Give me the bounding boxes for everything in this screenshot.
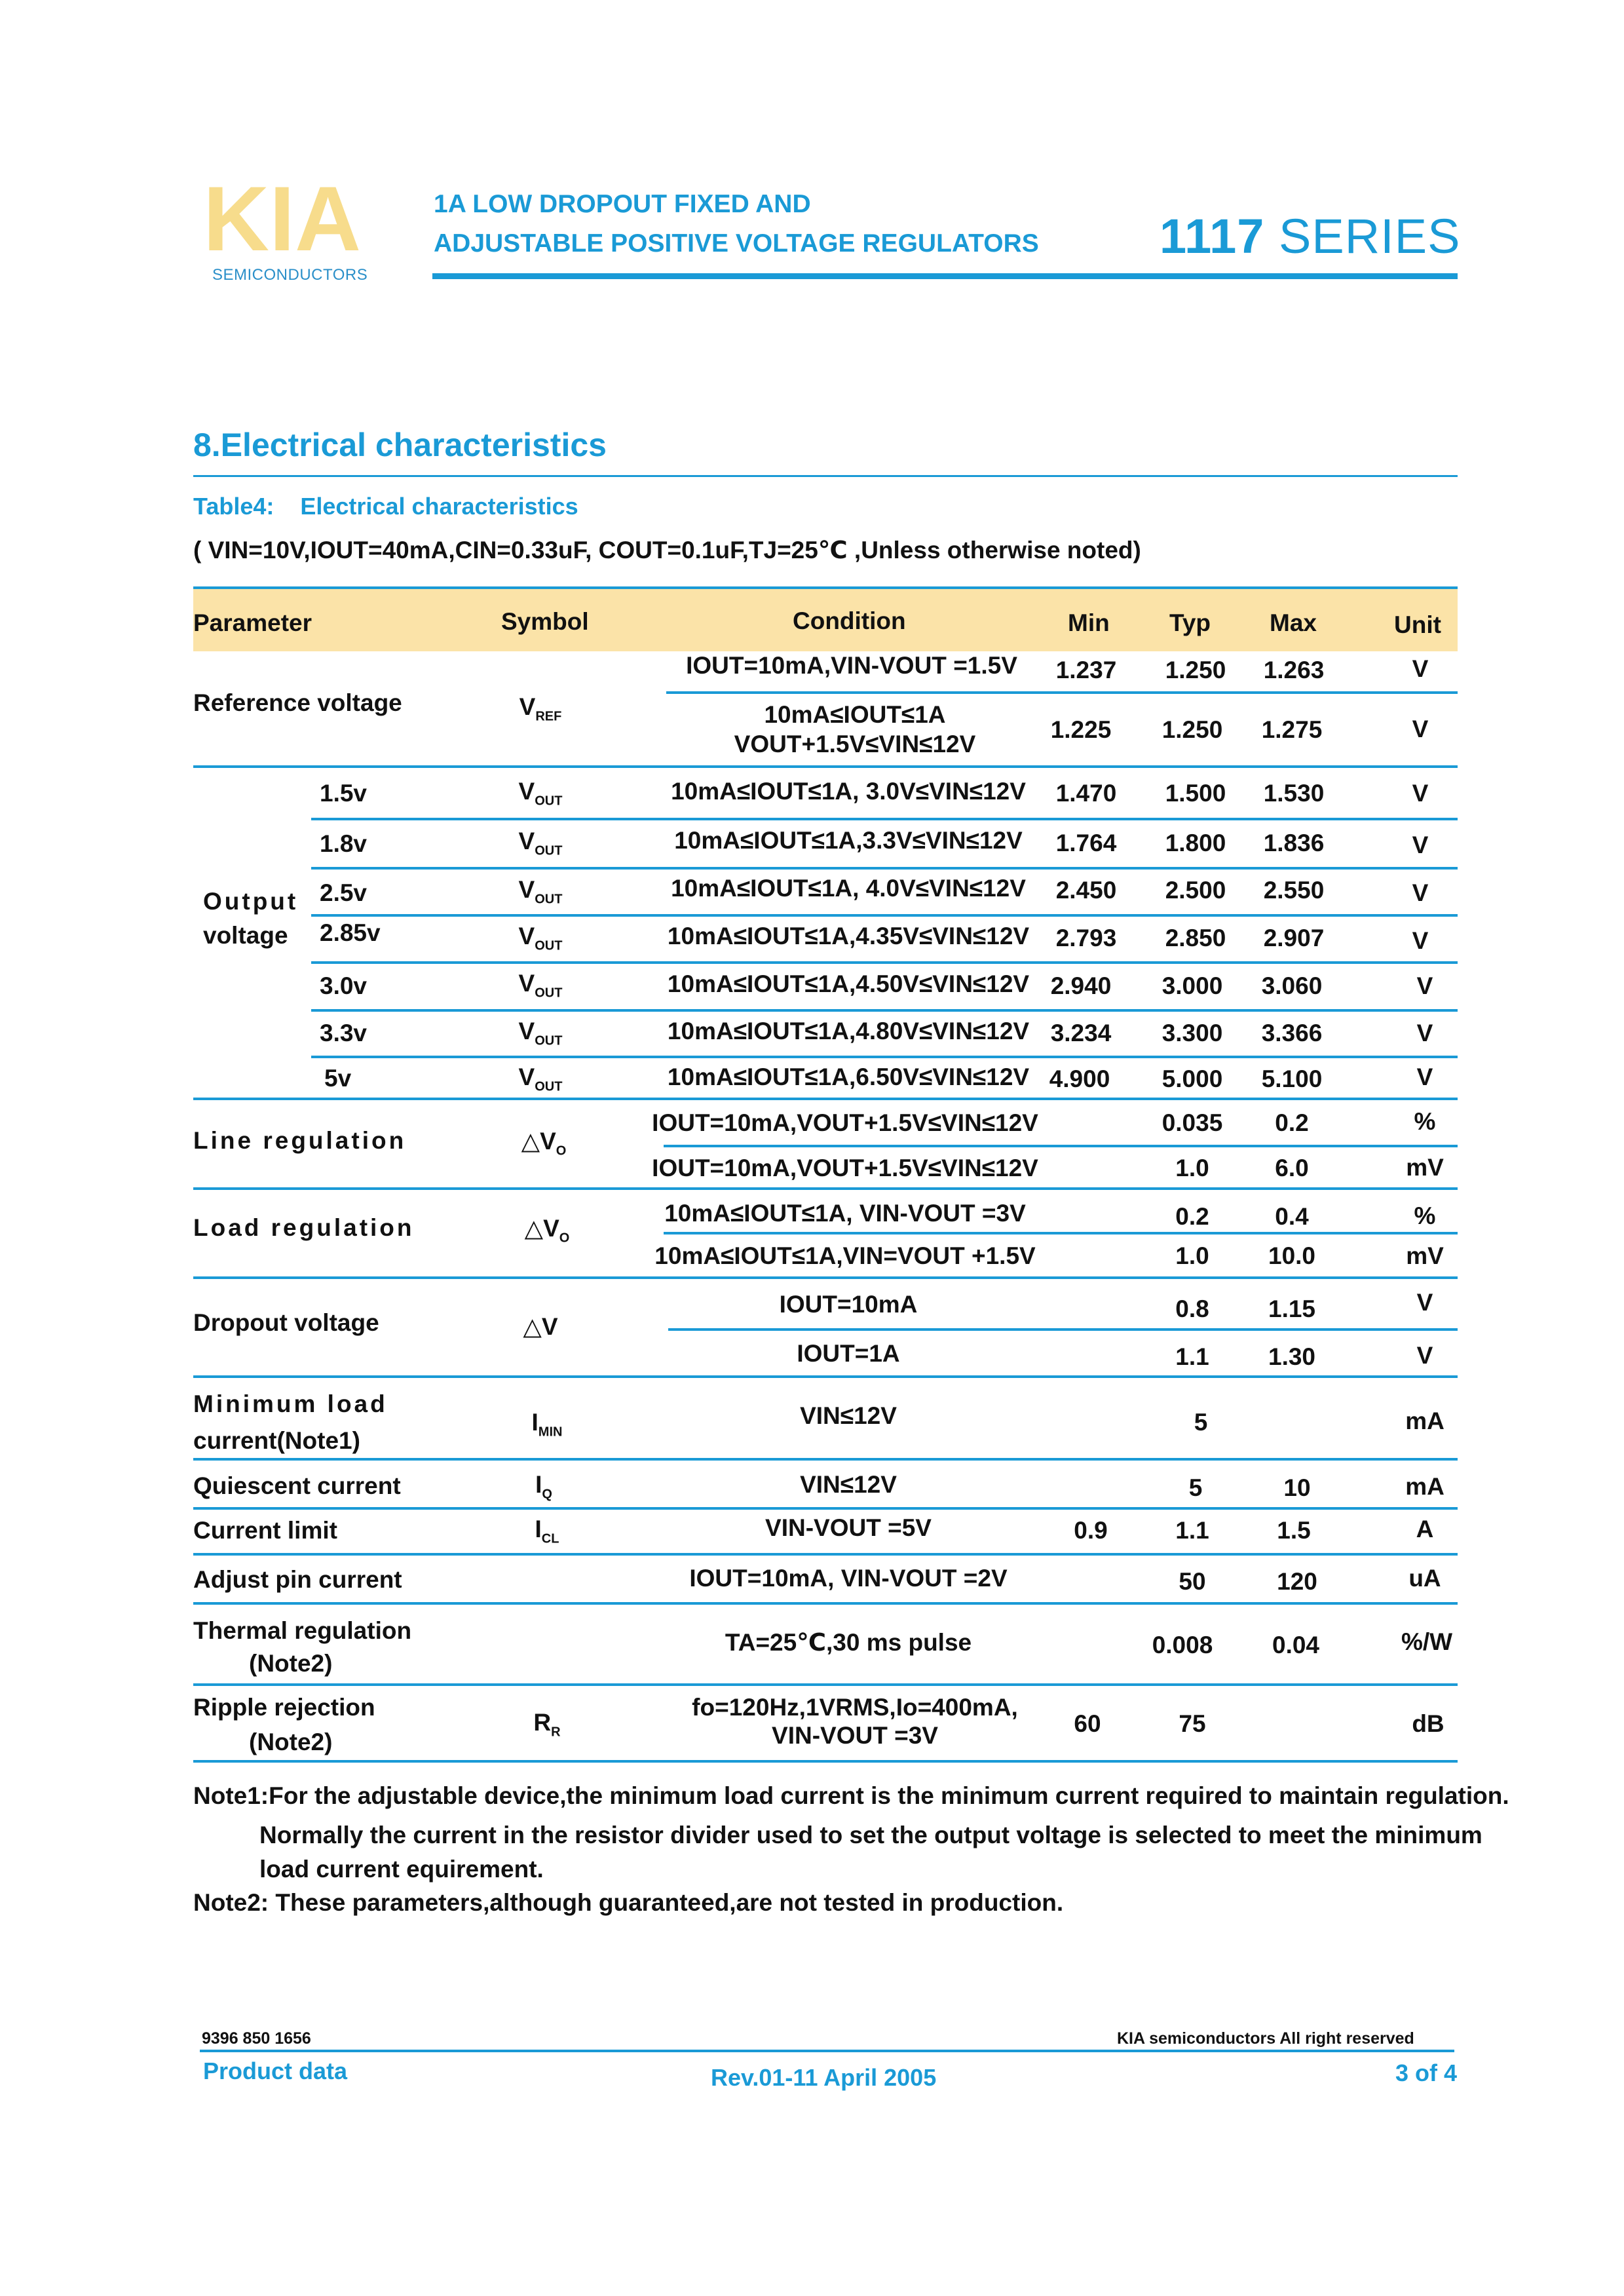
row-rule: [666, 691, 1458, 694]
quiescent-max: 10: [1283, 1474, 1311, 1501]
rights-notice: KIA semiconductors All right reserved: [1117, 2029, 1414, 2048]
symbol-vref: $V_{REF}$: [519, 693, 562, 724]
out-min-6: 3.234: [1050, 1020, 1112, 1046]
param-ripple-rejection: Ripple rejection: [193, 1694, 375, 1721]
electrical-characteristics-table: [193, 586, 1458, 1763]
ref-min2: 1.225: [1050, 716, 1112, 743]
dropout-cond1: IOUT=10mA: [779, 1291, 918, 1318]
out-v-4: 2.85v: [320, 919, 381, 946]
symbol-imin: $I_{MIN}$: [531, 1409, 563, 1440]
thermal-max: 0.04: [1272, 1632, 1320, 1658]
symbol-icl: $I_{CL}$: [535, 1516, 559, 1546]
out-unit-6: V: [1416, 1020, 1433, 1046]
out-max-6: 3.366: [1261, 1020, 1323, 1046]
note1-line2: Normally the current in the resistor divider used to set the output voltage is selected to meet the minimum: [259, 1822, 1482, 1848]
out-typ-6: 3.300: [1161, 1020, 1223, 1046]
product-data: Product data: [203, 2057, 348, 2084]
out-typ-2: 1.800: [1165, 830, 1226, 856]
out-cond-3: 10mA≤IOUT≤1A, 4.0V≤VIN≤12V: [671, 875, 1026, 902]
out-unit-5: V: [1416, 972, 1433, 999]
kia-logo-mark: [203, 177, 380, 262]
out-cond-5: 10mA≤IOUT≤1A,4.50V≤VIN≤12V: [667, 970, 1030, 997]
param-line-regulation: Line regulation: [193, 1127, 407, 1154]
adjpin-typ: 50: [1179, 1568, 1206, 1595]
group-rule: [193, 1507, 1458, 1510]
note1-line3: load current equirement.: [259, 1856, 544, 1883]
out-v-5: 3.0v: [320, 972, 368, 999]
line-cond1: IOUT=10mA,VOUT+1.5V≤VIN≤12V: [652, 1109, 1038, 1136]
out-min-1: 1.470: [1055, 780, 1117, 807]
load-unit2: mV: [1406, 1242, 1444, 1269]
out-typ-5: 3.000: [1161, 972, 1223, 999]
adjpin-unit: uA: [1408, 1565, 1441, 1592]
header-max: Max: [1270, 609, 1317, 636]
row-rule: [664, 1232, 1458, 1234]
section-rule: [193, 475, 1458, 477]
param-ripple-note2: (Note2): [249, 1729, 333, 1755]
param-current-limit: Current limit: [193, 1517, 337, 1544]
out-cond-2: 10mA≤IOUT≤1A,3.3V≤VIN≤12V: [674, 827, 1023, 854]
ref-unit2: V: [1412, 716, 1429, 742]
out-max-4: 2.907: [1263, 925, 1325, 951]
out-v-2: 1.8v: [320, 830, 368, 857]
symbol-delta-vo: $\triangle V_O$: [521, 1128, 567, 1158]
load-cond1: 10mA≤IOUT≤1A, VIN-VOUT =3V: [664, 1200, 1026, 1227]
out-max-7: 5.100: [1261, 1065, 1323, 1092]
param-thermal-note2: (Note2): [249, 1650, 333, 1677]
header-rule: [432, 273, 1458, 279]
line-max1: 0.2: [1275, 1109, 1309, 1136]
load-cond2: 10mA≤IOUT≤1A,VIN=VOUT +1.5V: [654, 1242, 1036, 1269]
dropout-max1: 1.15: [1268, 1295, 1316, 1322]
line-typ1: 0.035: [1161, 1109, 1223, 1136]
table-caption: [193, 493, 578, 520]
ripple-cond1: fo=120Hz,1VRMS,Io=400mA,: [692, 1694, 1018, 1721]
symbol-delta-v: △V: [523, 1313, 558, 1340]
header-typ: Typ: [1169, 609, 1211, 636]
header-min: Min: [1068, 609, 1110, 636]
param-load-regulation: Load regulation: [193, 1214, 415, 1241]
line-typ2: 1.0: [1175, 1155, 1209, 1181]
ref-cond1: IOUT=10mA,VIN-VOUT =1.5V: [686, 652, 1017, 679]
row-rule: [311, 1056, 1458, 1058]
group-rule: [193, 1276, 1458, 1279]
ref-unit1: V: [1412, 655, 1429, 682]
group-rule: [193, 1187, 1458, 1190]
kia-logo: [203, 177, 380, 288]
row-rule: [664, 1145, 1458, 1147]
out-typ-7: 5.000: [1161, 1065, 1223, 1092]
symbol-iq: $I_Q$: [535, 1471, 552, 1502]
out-max-1: 1.530: [1263, 780, 1325, 807]
load-unit1: %: [1414, 1202, 1436, 1229]
ripple-min: 60: [1074, 1710, 1101, 1737]
symbol-delta-vo: $\triangle V_O$: [524, 1215, 570, 1246]
out-min-2: 1.764: [1055, 830, 1117, 856]
section-title: 8.Electrical characteristics: [193, 427, 607, 463]
thermal-cond: TA=25℃,30 ms pulse: [725, 1629, 972, 1656]
logo-text: KIA: [203, 177, 362, 262]
ripple-typ: 75: [1179, 1710, 1206, 1737]
climit-min: 0.9: [1074, 1517, 1108, 1544]
row-rule: [311, 1009, 1458, 1012]
header-condition: Condition: [793, 607, 906, 634]
param-output: Output: [203, 888, 299, 915]
row-rule: [668, 1328, 1458, 1331]
group-rule: [193, 765, 1458, 768]
series-number: 1117: [1160, 209, 1265, 263]
doc-number: 9396 850 1656: [202, 2029, 311, 2048]
ref-typ1: 1.250: [1165, 657, 1226, 683]
header-parameter: Parameter: [193, 609, 312, 636]
out-unit-4: V: [1412, 927, 1429, 954]
symbol-vout: $V_{OUT}$: [518, 1063, 563, 1094]
symbol-vout: $V_{OUT}$: [518, 1018, 563, 1048]
dropout-cond2: IOUT=1A: [797, 1340, 900, 1367]
out-unit-3: V: [1412, 879, 1429, 906]
symbol-vout: $V_{OUT}$: [518, 923, 563, 953]
climit-unit: A: [1416, 1516, 1434, 1542]
symbol-vout: $V_{OUT}$: [518, 778, 563, 809]
quiescent-typ: 5: [1188, 1474, 1203, 1501]
series-word: SERIES: [1279, 209, 1461, 263]
dropout-unit2: V: [1416, 1342, 1433, 1369]
out-min-4: 2.793: [1055, 925, 1117, 951]
load-max1: 0.4: [1275, 1203, 1309, 1230]
out-min-5: 2.940: [1050, 972, 1112, 999]
ref-cond2b: VOUT+1.5V≤VIN≤12V: [734, 731, 976, 757]
minload-cond: VIN≤12V: [800, 1402, 897, 1429]
out-typ-1: 1.500: [1165, 780, 1226, 807]
row-rule: [311, 914, 1458, 917]
load-max2: 10.0: [1268, 1242, 1316, 1269]
group-rule: [193, 1458, 1458, 1461]
param-adjust-pin-current: Adjust pin current: [193, 1566, 402, 1593]
dropout-typ1: 0.8: [1175, 1295, 1209, 1322]
table-title: Electrical characteristics: [300, 493, 578, 520]
line-unit2: mV: [1406, 1154, 1444, 1181]
minload-typ: 5: [1194, 1409, 1208, 1436]
header-symbol: Symbol: [501, 608, 589, 635]
doc-title-line1: 1A LOW DROPOUT FIXED AND: [434, 190, 811, 218]
group-rule: [193, 1553, 1458, 1556]
ref-min1: 1.237: [1055, 657, 1117, 683]
out-v-6: 3.3v: [320, 1020, 368, 1046]
param-reference-voltage: Reference voltage: [193, 689, 402, 716]
row-rule: [311, 818, 1458, 820]
table-bottom-rule: [193, 1760, 1458, 1763]
param-thermal-regulation: Thermal regulation: [193, 1617, 412, 1644]
adjpin-cond: IOUT=10mA, VIN-VOUT =2V: [689, 1565, 1008, 1592]
header-unit: Unit: [1394, 611, 1441, 638]
out-max-5: 3.060: [1261, 972, 1323, 999]
out-typ-3: 2.500: [1165, 877, 1226, 904]
dropout-typ2: 1.1: [1175, 1343, 1209, 1370]
quiescent-unit: mA: [1405, 1473, 1445, 1500]
symbol-vout: $V_{OUT}$: [518, 970, 563, 1001]
group-rule: [193, 1602, 1458, 1605]
symbol-rr: $R_R$: [533, 1709, 561, 1740]
out-cond-4: 10mA≤IOUT≤1A,4.35V≤VIN≤12V: [667, 923, 1030, 949]
out-cond-6: 10mA≤IOUT≤1A,4.80V≤VIN≤12V: [667, 1018, 1030, 1044]
group-rule: [193, 1098, 1458, 1100]
row-rule: [311, 867, 1458, 870]
row-rule: [311, 961, 1458, 964]
line-unit1: %: [1414, 1108, 1436, 1135]
note1-line1: Note1:For the adjustable device,the minimum load current is the minimum current required to maintain regulation.: [193, 1782, 1509, 1809]
test-conditions: ( VIN=10V,IOUT=40mA,CIN=0.33uF, COUT=0.1uF,TJ=25℃ ,Unless otherwise noted): [193, 537, 1141, 564]
ref-cond2a: 10mA≤IOUT≤1A: [764, 701, 946, 728]
param-voltage: voltage: [203, 922, 288, 949]
out-min-3: 2.450: [1055, 877, 1117, 904]
param-quiescent-current: Quiescent current: [193, 1472, 401, 1499]
load-typ1: 0.2: [1175, 1203, 1209, 1230]
adjpin-max: 120: [1277, 1568, 1317, 1595]
line-cond2: IOUT=10mA,VOUT+1.5V≤VIN≤12V: [652, 1155, 1038, 1181]
out-max-2: 1.836: [1263, 830, 1325, 856]
param-dropout-voltage: Dropout voltage: [193, 1309, 379, 1336]
logo-subtitle: SEMICONDUCTORS: [212, 266, 368, 284]
param-minimum-load: Minimum load: [193, 1390, 388, 1417]
out-min-7: 4.900: [1049, 1065, 1110, 1092]
out-v-3: 2.5v: [320, 879, 368, 906]
dropout-unit1: V: [1416, 1289, 1433, 1316]
out-unit-1: V: [1412, 780, 1429, 807]
thermal-typ: 0.008: [1152, 1632, 1213, 1658]
out-v-7: 5v: [324, 1065, 352, 1092]
minload-unit: mA: [1405, 1407, 1445, 1434]
note2: Note2: These parameters,although guaranteed,are not tested in production.: [193, 1889, 1064, 1916]
line-max2: 6.0: [1275, 1155, 1309, 1181]
out-cond-1: 10mA≤IOUT≤1A, 3.0V≤VIN≤12V: [671, 778, 1026, 805]
ripple-unit: dB: [1412, 1710, 1445, 1737]
climit-cond: VIN-VOUT =5V: [765, 1514, 932, 1541]
doc-title-line2: ADJUSTABLE POSITIVE VOLTAGE REGULATORS: [434, 229, 1039, 258]
group-rule: [193, 1375, 1458, 1378]
ref-max2: 1.275: [1261, 716, 1323, 743]
series-title: [1160, 208, 1460, 264]
out-max-3: 2.550: [1263, 877, 1325, 904]
thermal-unit: %/W: [1401, 1628, 1453, 1655]
footer-rule: [200, 2050, 1454, 2052]
ripple-cond2: VIN-VOUT =3V: [772, 1722, 938, 1749]
out-typ-4: 2.850: [1165, 925, 1226, 951]
param-current-note1: current(Note1): [193, 1427, 360, 1454]
page-number: 3 of 4: [1395, 2059, 1458, 2086]
ref-max1: 1.263: [1263, 657, 1325, 683]
revision: Rev.01-11 April 2005: [711, 2064, 937, 2091]
symbol-vout: $V_{OUT}$: [518, 828, 563, 858]
out-unit-2: V: [1412, 832, 1429, 858]
out-unit-7: V: [1416, 1063, 1433, 1090]
load-typ2: 1.0: [1175, 1242, 1209, 1269]
ref-typ2: 1.250: [1161, 716, 1223, 743]
dropout-max2: 1.30: [1268, 1343, 1316, 1370]
symbol-vout: $V_{OUT}$: [518, 876, 563, 907]
climit-typ: 1.1: [1175, 1517, 1209, 1544]
group-rule: [193, 1683, 1458, 1686]
out-cond-7: 10mA≤IOUT≤1A,6.50V≤VIN≤12V: [667, 1063, 1030, 1090]
table-label: Table4:: [193, 493, 274, 520]
out-v-1: 1.5v: [320, 780, 368, 807]
quiescent-cond: VIN≤12V: [800, 1471, 897, 1498]
climit-max: 1.5: [1277, 1517, 1311, 1544]
